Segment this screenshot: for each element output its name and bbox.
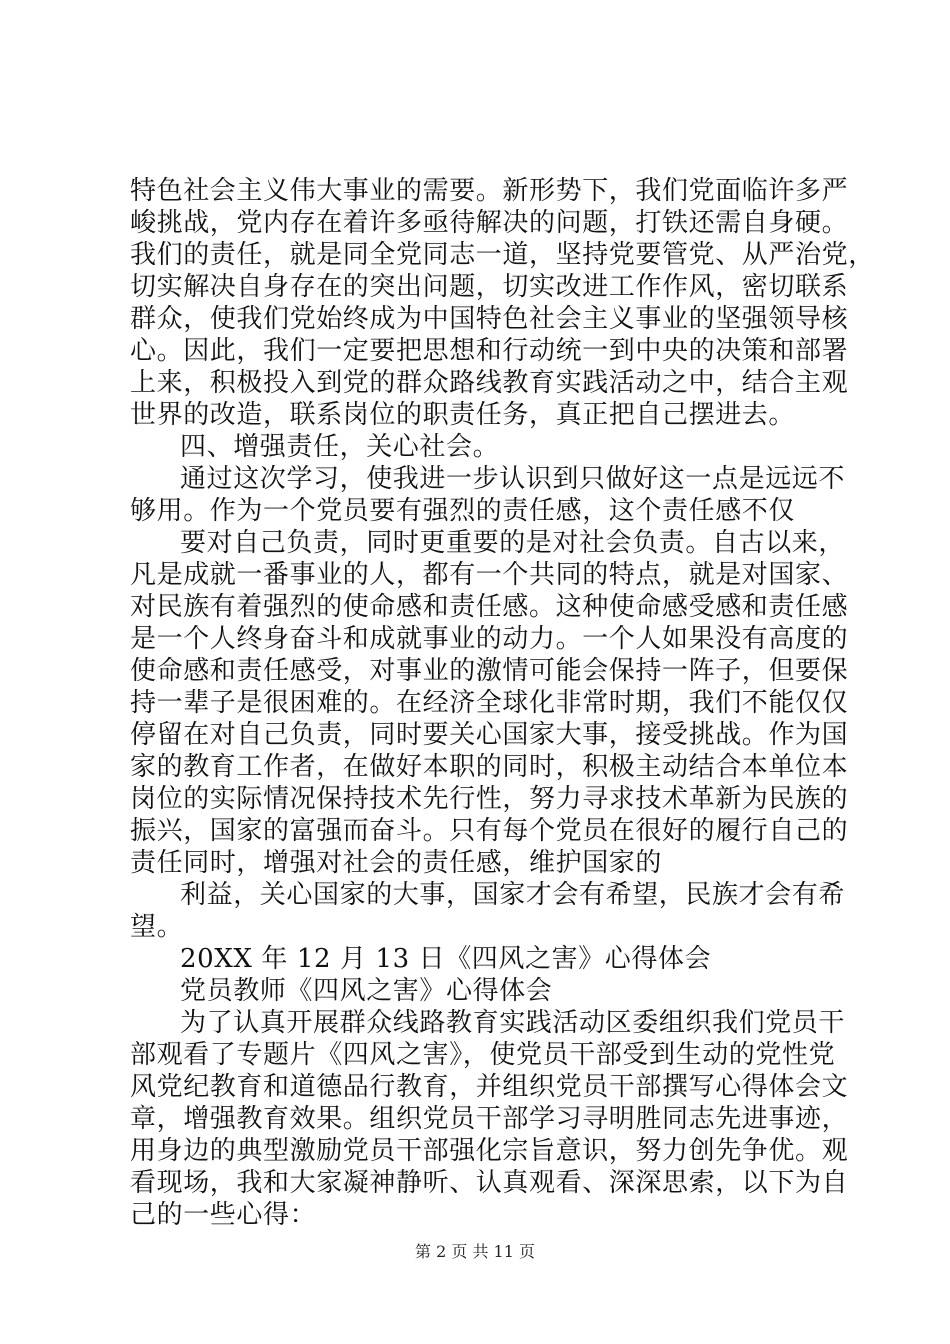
text-line: 为了认真开展群众线路教育实践活动区委组织我们党员干 bbox=[180, 1008, 846, 1038]
text-line: 够用。作为一个党员要有强烈的责任感，这个责任感不仅 bbox=[130, 496, 796, 526]
text-line: 部观看了专题片《四风之害》，使党员干部受到生动的党性党 bbox=[130, 1040, 836, 1070]
text-line: 利益，关心国家的大事，国家才会有希望，民族才会有希 bbox=[180, 880, 846, 910]
text-line: 望。 bbox=[130, 912, 184, 942]
text-line: 通过这次学习，使我进一步认识到只做好这一点是远远不 bbox=[180, 464, 846, 494]
text-line: 风党纪教育和道德品行教育，并组织党员干部撰写心得体会文 bbox=[130, 1072, 849, 1102]
text-line: 世界的改造，联系岗位的职责任务，真正把自己摆进去。 bbox=[130, 400, 796, 430]
text-line: 振兴，国家的富强而奋斗。只有每个党员在很好的履行自己的 bbox=[130, 816, 849, 846]
text-line: 家的教育工作者，在做好本职的同时，积极主动结合本单位本 bbox=[130, 752, 849, 782]
text-line: 持一辈子是很困难的。在经济全球化非常时期，我们不能仅仅 bbox=[130, 688, 849, 718]
text-line: 特色社会主义伟大事业的需要。新形势下，我们党面临许多严 bbox=[130, 176, 849, 206]
text-line: 使命感和责任感受，对事业的激情可能会保持一阵子，但要保 bbox=[130, 656, 849, 686]
text-line: 上来，积极投入到党的群众路线教育实践活动之中，结合主观 bbox=[130, 368, 849, 398]
article-subtitle: 党员教师《四风之害》心得体会 bbox=[180, 976, 553, 1006]
article-title: 20XX 年 12 月 13 日《四风之害》心得体会 bbox=[180, 944, 712, 974]
text-line: 心。因此，我们一定要把思想和行动统一到中央的决策和部署 bbox=[130, 336, 849, 366]
text-line: 责任同时，增强对社会的责任感，维护国家的 bbox=[130, 848, 663, 878]
text-line: 看现场，我和大家凝神静听、认真观看、深深思索，以下为自 bbox=[130, 1168, 849, 1198]
text-line: 停留在对自己负责，同时要关心国家大事，接受挑战。作为国 bbox=[130, 720, 849, 750]
text-line: 用身边的典型激励党员干部强化宗旨意识，努力创先争优。观 bbox=[130, 1136, 849, 1166]
page-footer: 第 2 页 共 11 页 bbox=[415, 1242, 535, 1261]
section-heading: 四、增强责任，关心社会。 bbox=[180, 432, 500, 462]
text-line: 岗位的实际情况保持技术先行性，努力寻求技术革新为民族的 bbox=[130, 784, 849, 814]
text-line: 凡是成就一番事业的人，都有一个共同的特点，就是对国家、 bbox=[130, 560, 849, 590]
text-line: 对民族有着强烈的使命感和责任感。这种使命感受感和责任感 bbox=[130, 592, 849, 622]
text-line: 切实解决自身存在的突出问题，切实改进工作作风，密切联系 bbox=[130, 272, 849, 302]
text-line: 峻挑战，党内存在着许多亟待解决的问题，打铁还需自身硬。 bbox=[130, 208, 849, 238]
text-line: 是一个人终身奋斗和成就事业的动力。一个人如果没有高度的 bbox=[130, 624, 849, 654]
text-line: 己的一些心得： bbox=[130, 1200, 317, 1230]
text-line: 群众，使我们党始终成为中国特色社会主义事业的坚强领导核 bbox=[130, 304, 849, 334]
text-line: 我们的责任，就是同全党同志一道，坚持党要管党、从严治党， bbox=[130, 240, 875, 270]
text-line: 要对自己负责，同时更重要的是对社会负责。自古以来， bbox=[180, 528, 846, 558]
text-line: 章，增强教育效果。组织党员干部学习寻明胜同志先进事迹， bbox=[130, 1104, 849, 1134]
